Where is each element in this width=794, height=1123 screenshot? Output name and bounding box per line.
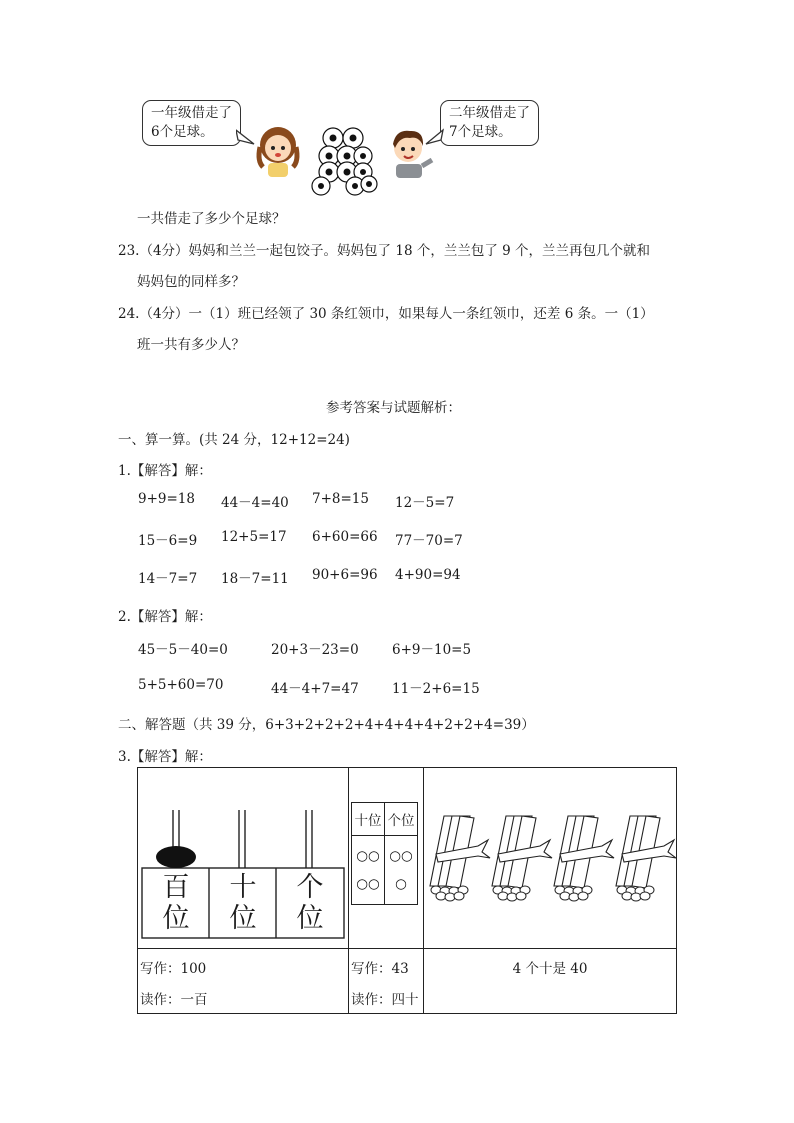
equation: 15－6=9: [138, 533, 198, 549]
place-value-chart: [351, 802, 418, 905]
equation: 9+9=18: [138, 491, 195, 507]
label-char: 百: [162, 872, 190, 903]
hundreds-answer-cell: [138, 949, 349, 1014]
counter-row: ○: [395, 876, 407, 892]
girl-icon: [254, 123, 302, 177]
equation: 4+90=94: [395, 567, 461, 583]
pv-header-ones: 个位: [385, 803, 418, 836]
q24-line2: 班一共有多少人？: [137, 337, 245, 353]
bundles-answer-cell: [424, 949, 677, 1014]
write-as-100: 写作：100: [140, 961, 207, 977]
abacus-label-tens: [223, 872, 263, 934]
label-char: 位: [162, 903, 190, 934]
section2-heading: 二、解答题（共 39 分，6+3+2+2+2+4+4+4+4+2+2+4=39）: [118, 717, 535, 733]
label-char: 位: [229, 903, 257, 934]
equation: 6+60=66: [312, 529, 378, 545]
equation: 12+5=17: [221, 529, 287, 545]
write-as-43: 写作：43: [351, 961, 409, 977]
equation: 6+9－10=5: [392, 642, 472, 658]
equation: 77－70=7: [395, 533, 463, 549]
answer2-label: 2.【解答】解：: [118, 609, 212, 625]
equation: 90+6=96: [312, 567, 378, 583]
equation: 44－4=40: [221, 495, 289, 511]
bubble-right-line1: 二年级借走了: [449, 105, 530, 121]
speech-bubble-right: [440, 100, 539, 146]
stick-bundles-icon: [424, 768, 676, 948]
bubble-right-line2: 7个足球。: [449, 124, 512, 140]
answer3-table: [137, 767, 677, 1014]
bubble-right-tail-icon: [424, 128, 444, 148]
speech-bubble-left: [142, 100, 241, 146]
equation: 11－2+6=15: [392, 681, 480, 697]
pv-header-tens: 十位: [352, 803, 385, 836]
four-tens-text: 4 个十是 40: [512, 961, 588, 977]
equation: 45－5－40=0: [138, 642, 228, 658]
answer3-label: 3.【解答】解：: [118, 749, 212, 765]
q22-tail: 一共借走了多少个足球？: [137, 211, 286, 227]
equation: 20+3－23=0: [271, 642, 359, 658]
bubble-left-line1: 一年级借走了: [151, 105, 232, 121]
read-as-100: 读作：一百: [140, 992, 208, 1008]
tens-answer-cell: [349, 949, 424, 1014]
place-value-cell: [349, 768, 424, 949]
equation: 5+5+60=70: [138, 677, 224, 693]
equation: 14－7=7: [138, 571, 198, 587]
counter-row: ○○: [356, 876, 380, 892]
answers-title: 参考答案与试题解析：: [326, 400, 461, 416]
q24-line1: 24.（4分）一（1）班已经领了 30 条红领巾，如果每人一条红领巾，还差 6 条。一（1）: [118, 306, 654, 322]
soccer-balls-icon: [311, 126, 379, 196]
pv-ones-counters: [385, 836, 418, 905]
bubble-left-tail-icon: [236, 128, 256, 148]
equation: 7+8=15: [312, 491, 369, 507]
answer1-label: 1.【解答】解：: [118, 463, 212, 479]
equation: 12－5=7: [395, 495, 455, 511]
abacus-cell: [138, 768, 349, 949]
equation: 18－7=11: [221, 571, 289, 587]
label-char: 个: [296, 872, 324, 903]
equation: 44－4+7=47: [271, 681, 359, 697]
label-char: 十: [229, 872, 257, 903]
pv-tens-counters: [352, 836, 385, 905]
label-char: 位: [296, 903, 324, 934]
counter-row: ○○: [389, 848, 413, 864]
bundles-cell: [424, 768, 677, 949]
counter-row: ○○: [356, 848, 380, 864]
abacus-label-hundreds: [156, 872, 196, 934]
q23-line1: 23.（4分）妈妈和兰兰一起包饺子。妈妈包了 18 个，兰兰包了 9 个，兰兰再包几个就和: [118, 243, 650, 259]
abacus-label-ones: [290, 872, 330, 934]
section1-heading: 一、算一算。(共 24 分，12+12=24): [118, 432, 350, 448]
read-as-43: 读作：四十: [351, 992, 419, 1008]
bubble-left-line2: 6个足球。: [151, 124, 214, 140]
q23-line2: 妈妈包的同样多？: [137, 274, 245, 290]
